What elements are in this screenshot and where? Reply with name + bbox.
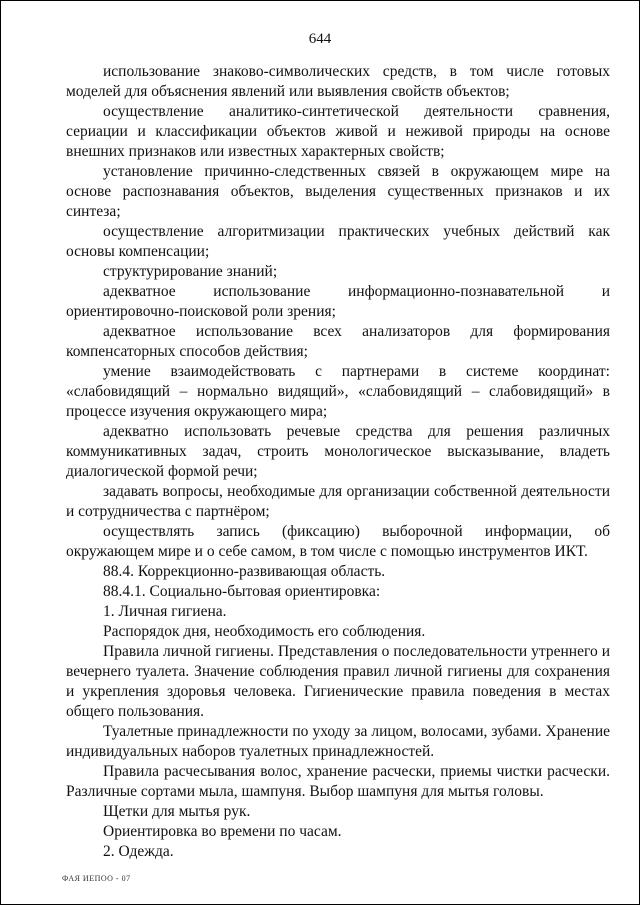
topic-heading: 1. Личная гигиена.: [103, 603, 227, 620]
paragraph: использование знаково-символических средств, в том числе готовых моделей для объяснения явлений или выявления свойств объектов;: [66, 63, 610, 100]
paragraph: установление причинно-следственных связей в окружающем мире на основе распознавания объектов, выделения существенных признаков и их синтеза;: [66, 163, 610, 220]
topic-heading: 2. Одежда.: [103, 843, 174, 860]
paragraph: адекватное использование информационно-познавательной и ориентировочно-поисковой роли зрения;: [66, 283, 610, 320]
paragraph: осуществление аналитико-синтетической деятельности сравнения, сериации и классификации объектов живой и неживой природы на основе внешних признаков или известных характерных свойств;: [66, 103, 610, 160]
paragraph: Правила личной гигиены. Представления о последовательности утреннего и вечернего туалета. Значение соблюдения правил личной гигиены для сохранения и укрепления здоровья человека. Гигиенические правила поведения в местах общего пользования.: [66, 643, 610, 720]
paragraph: осуществление алгоритмизации практических учебных действий как основы компенсации;: [66, 223, 610, 260]
paragraph: Правила расчесывания волос, хранение расчески, приемы чистки расчески. Различные сортами мыла, шампуня. Выбор шампуня для мытья головы.: [66, 763, 610, 800]
paragraph: осуществлять запись (фиксацию) выборочной информации, об окружающем мире и о себе самом, в том числе с помощью инструментов ИКТ.: [66, 523, 610, 560]
paragraph: задавать вопросы, необходимые для организации собственной деятельности и сотрудничества с партнёром;: [66, 483, 610, 520]
paragraph: адекватно использовать речевые средства для решения различных коммуникативных задач, строить монологическое высказывание, владеть диалогической формой речи;: [66, 423, 610, 480]
paragraph: Щетки для мытья рук.: [103, 803, 251, 820]
paragraph: адекватное использование всех анализаторов для формирования компенсаторных способов действия;: [66, 323, 610, 360]
paragraph: структурирование знаний;: [103, 263, 278, 280]
page-number: 644: [308, 31, 332, 47]
paragraph: Распорядок дня, необходимость его соблюдения.: [103, 623, 426, 640]
page-footer-code: ФАЯ ИЕПОО - 07: [62, 874, 131, 883]
paragraph: Ориентировка во времени по часам.: [103, 823, 342, 840]
document-body: [66, 62, 610, 862]
section-heading: 88.4. Коррекционно-развивающая область.: [103, 563, 386, 580]
paragraph: умение взаимодействовать с партнерами в системе координат: «слабовидящий – нормально видящий», «слабовидящий – слабовидящий» в процессе изучения окружающего мира;: [66, 363, 610, 420]
subsection-heading: 88.4.1. Социально-бытовая ориентировка:: [103, 583, 381, 600]
paragraph: Туалетные принадлежности по уходу за лицом, волосами, зубами. Хранение индивидуальных наборов туалетных принадлежностей.: [66, 723, 610, 760]
